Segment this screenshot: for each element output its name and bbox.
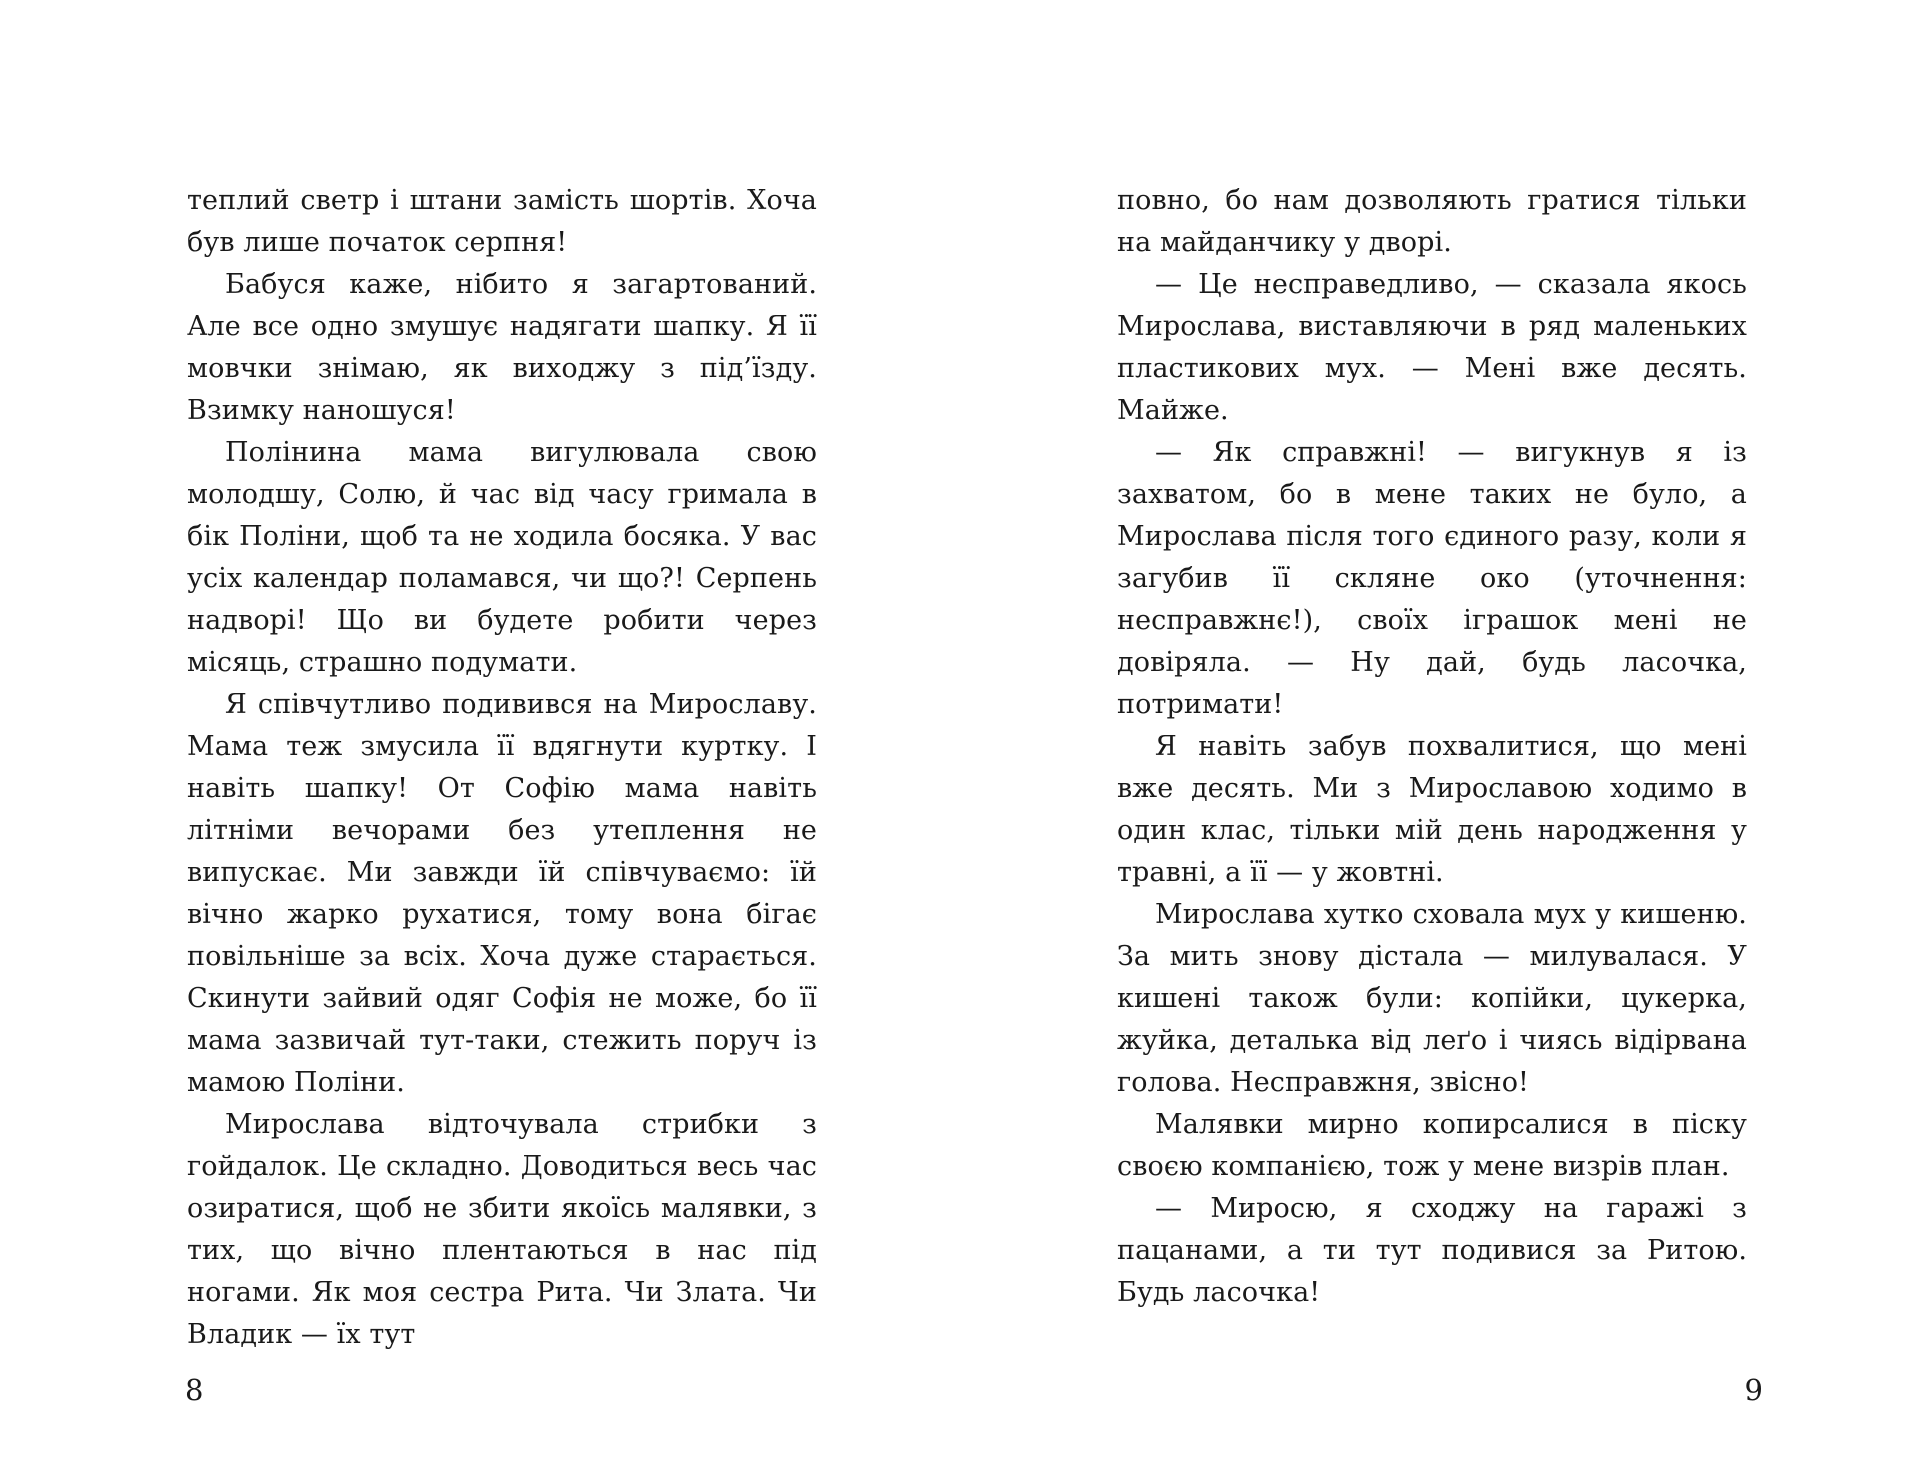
page-number-left: 8 [185, 1373, 204, 1407]
paragraph: Я співчутливо подивився на Мирославу. Мама теж змусила її вдягнути куртку. І навіть шапку! От Софію мама навіть літніми вечорами без утеплення не випускає. Ми завжди їй співчуваємо: їй вічно жарко рухатися, тому вона бігає повільніше за всіх. Хоча дуже старається. Скинути зайвий одяг Софія не може, бо її мама зазвичай тут-таки, стежить поруч із мамою Поліни. [187, 689, 817, 1098]
paragraph: Бабуся каже, нібито я загартований. Але все одно змушує надягати шапку. Я її мовчки знімаю, як виходжу з під’їзду. Взимку наношуся! [187, 269, 817, 426]
page-number-right: 9 [1744, 1373, 1763, 1407]
paragraph: — Як справжні! — вигукнув я із захватом, бо в мене таких не було, а Мирослава після того єдиного разу, коли я загубив її скляне око (уточнення: несправжнє!), своїх іграшок мені не довіряла. — Ну дай, будь ласочка, потримати! [1117, 437, 1747, 720]
right-page [960, 0, 1920, 1477]
paragraph: Полінина мама вигулювала свою молодшу, Солю, й час від часу гримала в бік Поліни, щоб та не ходила босяка. У вас усіх календар поламався, чи що?! Серпень надворі! Що ви будете робити через місяць, страшно подумати. [187, 437, 817, 678]
paragraph: — Це несправедливо, — сказала якось Мирослава, виставляючи в ряд маленьких пластикових мух. — Мені вже десять. Майже. [1117, 269, 1747, 426]
paragraph: — Миросю, я сходжу на гаражі з пацанами, а ти тут подивися за Ритою. Будь ласочка! [1117, 1193, 1747, 1308]
right-page-text [1117, 180, 1747, 1314]
paragraph: Малявки мирно копирсалися в піску своєю компанією, тож у мене визрів план. [1117, 1109, 1747, 1182]
paragraph: Я навіть забув похвалитися, що мені вже десять. Ми з Мирославою ходимо в один клас, тільки мій день народження у травні, а її — у жовтні. [1117, 731, 1747, 888]
left-page-text [187, 180, 817, 1356]
paragraph: Мирослава хутко сховала мух у кишеню. За мить знову дістала — милувалася. У кишені також були: копійки, цукерка, жуйка, деталька від леґо і чиясь відірвана голова. Несправжня, звісно! [1117, 899, 1747, 1098]
paragraph: повно, бо нам дозволяють гратися тільки на майданчику у дворі. [1117, 185, 1747, 258]
paragraph: теплий светр і штани замість шортів. Хоча був лише початок серпня! [187, 185, 817, 258]
paragraph: Мирослава відточувала стрибки з гойдалок. Це складно. Доводиться весь час озиратися, щоб не збити якоїсь малявки, з тих, що вічно плентаються в нас під ногами. Як моя сестра Рита. Чи Злата. Чи Владик — їх тут [187, 1109, 817, 1350]
